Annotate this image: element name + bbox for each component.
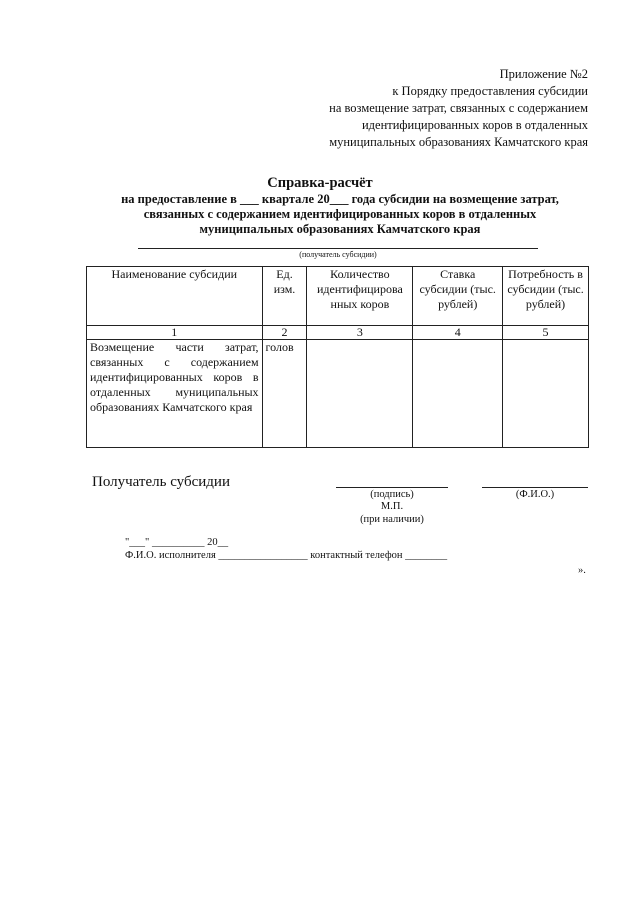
- cell-need: [503, 340, 589, 448]
- column-number: 5: [503, 326, 589, 340]
- recipient-label: Получатель субсидии: [92, 474, 230, 490]
- date-line: "___" __________ 20__: [125, 537, 229, 548]
- appendix-line: на возмещение затрат, связанных с содержанием: [329, 101, 588, 115]
- appendix-header: [288, 66, 588, 151]
- executor-line: Ф.И.О. исполнителя _________________ контактный телефон ________: [125, 550, 448, 561]
- table-header-row: [87, 267, 589, 326]
- column-number: 2: [262, 326, 307, 340]
- subtitle-line: связанных с содержанием идентифицированных коров в отдаленных: [143, 207, 537, 221]
- subtitle-line: муниципальных образованиях Камчатского края: [199, 222, 481, 236]
- header-cell-name: Наименование субсидии: [87, 267, 263, 326]
- table-row: [87, 340, 589, 448]
- cell-unit: голов: [262, 340, 307, 448]
- appendix-line: Приложение №2: [499, 67, 588, 81]
- column-number: 1: [87, 326, 263, 340]
- stamp-label: М.П.: [380, 501, 404, 512]
- closing-quote-mark: ».: [578, 565, 586, 576]
- header-cell-rate: Ставка субсидии (тыс. рублей): [413, 267, 503, 326]
- appendix-line: к Порядку предоставления субсидии: [392, 84, 588, 98]
- recipient-caption: (получатель субсидии): [299, 250, 377, 259]
- stamp-note: (при наличии): [360, 514, 424, 525]
- fio-line: [482, 487, 588, 488]
- cell-subsidy-name: Возмещение части затрат, связанных с содержанием идентифицированных коров в отдаленных муниципальных образованиях Камчатского края: [87, 340, 263, 448]
- subtitle-line: на предоставление в ___ квартале 20___ года субсидии на возмещение затрат,: [121, 192, 559, 206]
- cell-rate: [413, 340, 503, 448]
- document-subtitle: [60, 192, 620, 237]
- appendix-line: муниципальных образованиях Камчатского края: [329, 135, 588, 149]
- header-cell-unit: Ед. изм.: [262, 267, 307, 326]
- header-cell-quantity: Количество идентифицирова нных коров: [307, 267, 413, 326]
- subsidy-table: [86, 266, 589, 448]
- column-number: 3: [307, 326, 413, 340]
- document-title: Справка-расчёт: [267, 175, 373, 191]
- fio-caption: (Ф.И.О.): [515, 489, 555, 500]
- table-number-row: [87, 326, 589, 340]
- signature-line: [336, 487, 448, 488]
- recipient-fill-line: [138, 248, 538, 249]
- header-cell-need: Потребность в субсидии (тыс. рублей): [503, 267, 589, 326]
- signature-caption: (подпись): [370, 489, 414, 500]
- appendix-line: идентифицированных коров в отдаленных: [361, 118, 588, 132]
- cell-quantity: [307, 340, 413, 448]
- column-number: 4: [413, 326, 503, 340]
